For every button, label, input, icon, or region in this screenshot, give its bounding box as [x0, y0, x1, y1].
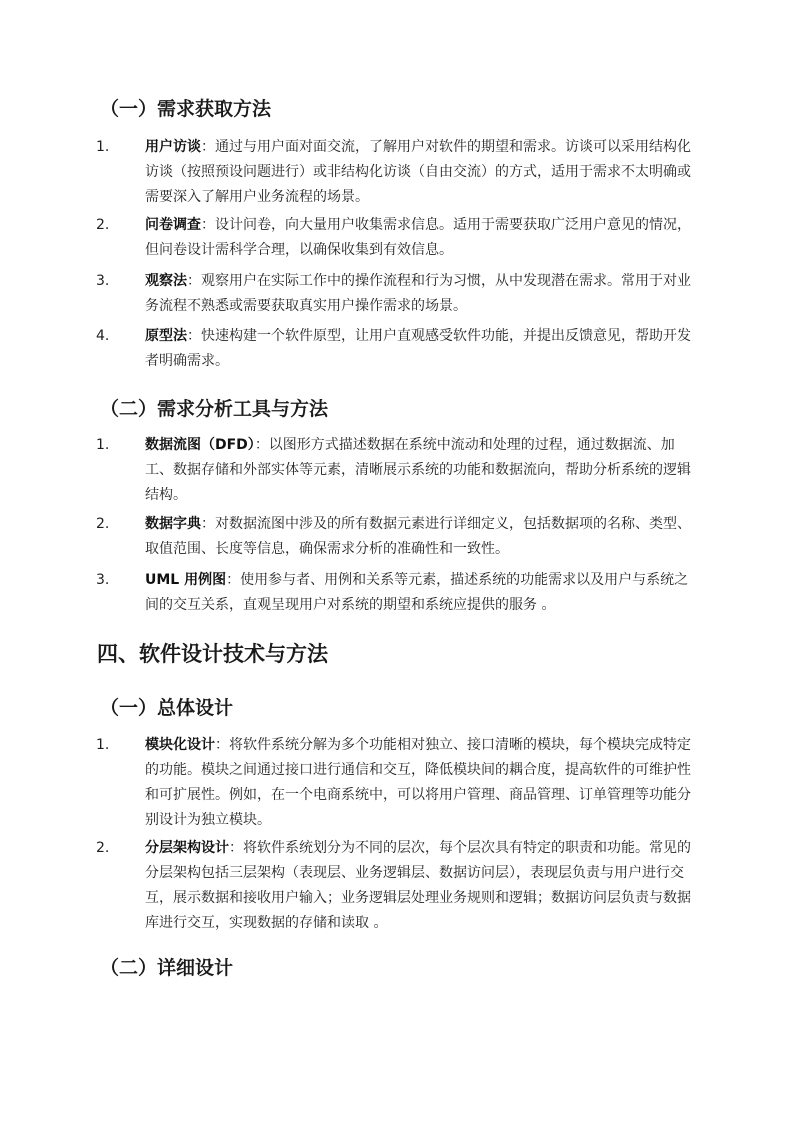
- list-item-text: ：快速构建一个软件原型，让用户直观感受软件功能，并提出反馈意见，帮助开发者明确需求。: [145, 328, 691, 369]
- list-item-term: 模块化设计: [145, 737, 215, 753]
- list-item: [96, 568, 706, 618]
- list-item-text: ：将软件系统分解为多个功能相对独立、接口清晰的模块，每个模块完成特定的功能。模块之间通过接口进行通信和交互，降低模块间的耦合度，提高软件的可维护性和可扩展性。例如，在一个电商系统中，可以将用户管理、商品管理、订单管理等功能分别设计为独立模块。: [145, 737, 691, 828]
- list-number: 1.: [96, 437, 110, 453]
- list-item-text: ：使用参与者、用例和关系等元素，描述系统的功能需求以及用户与系统之间的交互关系，直观呈现用户对系统的期望和系统应提供的服务 。: [145, 572, 689, 613]
- list-item-term: UML 用例图: [145, 572, 227, 588]
- list-item-term: 分层架构设计: [145, 840, 229, 856]
- list-item-body: [145, 213, 701, 263]
- list-item: [96, 324, 706, 374]
- list-item: [96, 269, 706, 319]
- list-number: 2.: [96, 516, 110, 532]
- list-number: 3.: [96, 273, 110, 289]
- list-item-body: [145, 324, 701, 374]
- list-number: 1.: [96, 139, 110, 155]
- list-item-text: ：将软件系统划分为不同的层次，每个层次具有特定的职责和功能。常见的分层架构包括三层架构（表现层、业务逻辑层、数据访问层），表现层负责与用户进行交互，展示数据和接收用户输入；业务逻辑层处理业务规则和逻辑；数据访问层负责与数据库进行交互，实现数据的存储和读取 。: [145, 840, 691, 931]
- list-item-term: 观察法: [145, 273, 187, 289]
- list-item-text: ：以图形方式描述数据在系统中流动和处理的过程，通过数据流、加工、数据存储和外部实体等元素，清晰展示系统的功能和数据流向，帮助分析系统的逻辑结构。: [145, 437, 691, 503]
- section-heading-detailed-design: （二）详细设计: [100, 957, 234, 979]
- list-number: 4.: [96, 328, 110, 344]
- list-item-body: [145, 433, 701, 508]
- list-item-text: ：通过与用户面对面交流，了解用户对软件的期望和需求。访谈可以采用结构化访谈（按照预设问题进行）或非结构化访谈（自由交流）的方式，适用于需求不太明确或需要深入了解用户业务流程的场景。: [145, 139, 691, 205]
- list-item-body: [145, 733, 701, 833]
- list-item-term: 数据字典: [145, 516, 201, 532]
- list-item-term: 问卷调查: [145, 217, 201, 233]
- list-item-term: 用户访谈: [145, 139, 201, 155]
- list-number: 2.: [96, 217, 110, 233]
- list-item-term: 原型法: [145, 328, 187, 344]
- list-item: [96, 213, 706, 263]
- list-item-term: 数据流图（DFD）: [145, 437, 255, 453]
- chapter-heading-software-design: 四、软件设计技术与方法: [97, 642, 328, 666]
- list-item-text: ：观察用户在实际工作中的操作流程和行为习惯，从中发现潜在需求。常用于对业务流程不熟悉或需要获取真实用户操作需求的场景。: [145, 273, 691, 314]
- list-item: [96, 512, 706, 562]
- list-item: [96, 135, 706, 210]
- section-heading-overall-design: （一）总体设计: [100, 697, 234, 719]
- list-number: 2.: [96, 840, 110, 856]
- list-item: [96, 836, 706, 936]
- list-item: [96, 433, 706, 508]
- list-item-body: [145, 512, 701, 562]
- list-item-text: ：对数据流图中涉及的所有数据元素进行详细定义，包括数据项的名称、类型、取值范围、长度等信息，确保需求分析的准确性和一致性。: [145, 516, 691, 557]
- list-item-body: [145, 269, 701, 319]
- list-item-body: [145, 135, 701, 210]
- list-number: 1.: [96, 737, 110, 753]
- section-heading-requirements-analysis: （二）需求分析工具与方法: [100, 398, 329, 420]
- list-item-body: [145, 568, 701, 618]
- list-item-text: ：设计问卷，向大量用户收集需求信息。适用于需要获取广泛用户意见的情况，但问卷设计需科学合理，以确保收集到有效信息。: [145, 217, 691, 258]
- list-item: [96, 733, 706, 833]
- list-number: 3.: [96, 572, 110, 588]
- section-heading-requirements-elicitation: （一）需求获取方法: [100, 98, 272, 120]
- list-item-body: [145, 836, 701, 936]
